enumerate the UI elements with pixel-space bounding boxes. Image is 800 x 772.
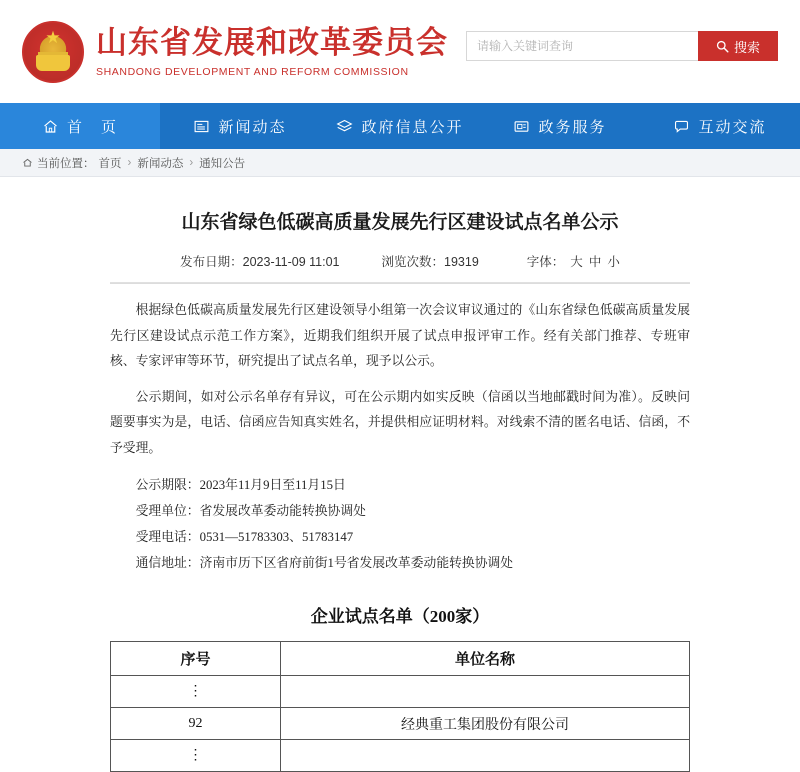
view-count-label: 浏览次数： bbox=[381, 255, 445, 269]
cell-no: ⋮ bbox=[111, 676, 281, 708]
table-row bbox=[111, 708, 690, 740]
main-navigation bbox=[0, 103, 800, 149]
service-icon bbox=[513, 118, 530, 135]
publish-date bbox=[180, 252, 339, 270]
info-line-address: 通信地址：济南市历下区省府前街1号省发展改革委动能转换协调处 bbox=[135, 556, 514, 571]
site-title-en: SHANDONG DEVELOPMENT AND REFORM COMMISSION bbox=[96, 65, 409, 78]
cell-name bbox=[281, 676, 690, 708]
home-icon bbox=[42, 118, 59, 135]
article-container bbox=[0, 207, 800, 772]
site-header bbox=[0, 0, 800, 103]
search-bar bbox=[466, 31, 778, 61]
nav-item-news[interactable] bbox=[160, 103, 320, 149]
article-paragraph-1: 公示期间，如对公示名单存有异议，可在公示期内如实反映（信函以当地邮戳时间为准）。反映问题要事实为是，电话、信函应告知真实姓名，并提供相应证明材料。对线索不清的匿名电话、信函，不予受理。 bbox=[110, 389, 690, 455]
site-title-block bbox=[96, 25, 448, 78]
breadcrumb-item-1[interactable]: 新闻动态 bbox=[137, 157, 184, 170]
table-header-row bbox=[111, 642, 690, 676]
nav-item-government-info-label: 政府信息公开 bbox=[361, 118, 464, 136]
breadcrumb-separator-0: › bbox=[127, 156, 132, 169]
chat-icon bbox=[673, 118, 690, 135]
article-meta bbox=[110, 252, 690, 283]
list-section-title: 企业试点名单（200家） bbox=[310, 607, 490, 627]
publish-date-label: 发布日期： bbox=[180, 255, 243, 269]
breadcrumb-item-0[interactable]: 首页 bbox=[98, 157, 122, 170]
nav-item-services-label: 政务服务 bbox=[538, 118, 607, 136]
breadcrumb bbox=[0, 149, 800, 177]
news-icon bbox=[193, 118, 210, 135]
search-button[interactable] bbox=[698, 31, 778, 61]
breadcrumb-prefix: 当前位置： bbox=[37, 157, 95, 170]
nav-item-interaction[interactable] bbox=[640, 103, 800, 149]
article-paragraph-0: 根据绿色低碳高质量发展先行区建设领导小组第一次会议审议通过的《山东省绿色低碳高质量发展先行区建设试点示范工作方案》，近期我们组织开展了试点申报评审工作。经有关部门推荐、专班审核、专家评审等环节，研究提出了试点名单，现予以公示。 bbox=[110, 303, 690, 369]
cell-name bbox=[281, 740, 690, 772]
document-icon bbox=[336, 118, 353, 135]
search-icon bbox=[716, 40, 729, 53]
nav-item-interaction-label: 互动交流 bbox=[698, 118, 767, 136]
nav-item-services[interactable] bbox=[480, 103, 640, 149]
breadcrumb-separator-1: › bbox=[189, 156, 194, 169]
breadcrumb-item-2: 通知公告 bbox=[199, 157, 246, 170]
cell-name: 经典重工集团股份有限公司 bbox=[281, 708, 690, 740]
page-title: 山东省绿色低碳高质量发展先行区建设试点名单公示 bbox=[181, 212, 619, 233]
view-count bbox=[382, 252, 479, 270]
search-input[interactable] bbox=[466, 31, 698, 61]
nav-item-home-label: 首 页 bbox=[66, 118, 118, 136]
table-row bbox=[111, 740, 690, 772]
nav-item-government-info[interactable] bbox=[320, 103, 480, 149]
column-header-name: 单位名称 bbox=[281, 642, 690, 676]
table-row bbox=[111, 676, 690, 708]
font-size-large[interactable]: 大 bbox=[570, 255, 583, 269]
cell-no: ⋮ bbox=[111, 740, 281, 772]
nav-item-home[interactable] bbox=[0, 103, 160, 149]
view-count-value: 19319 bbox=[444, 255, 479, 269]
meta-divider bbox=[110, 283, 690, 284]
national-emblem-icon bbox=[22, 21, 84, 83]
enterprise-list-table bbox=[110, 641, 690, 772]
info-line-period: 公示期限：2023年11月9日至11月15日 bbox=[135, 477, 346, 492]
location-icon bbox=[22, 157, 33, 168]
column-header-no: 序号 bbox=[111, 642, 281, 676]
site-title-cn: 山东省发展和改革委员会 bbox=[96, 25, 448, 61]
cell-no: 92 bbox=[111, 708, 281, 740]
nav-item-news-label: 新闻动态 bbox=[218, 118, 287, 136]
font-size-small[interactable]: 小 bbox=[607, 255, 620, 269]
info-line-unit: 受理单位：省发展改革委动能转换协调处 bbox=[135, 503, 366, 518]
search-button-label: 搜索 bbox=[733, 39, 760, 55]
font-size-control bbox=[521, 252, 620, 270]
publish-date-value: 2023-11-09 11:01 bbox=[242, 255, 340, 269]
info-line-phone: 受理电话：0531—51783303、51783147 bbox=[135, 530, 354, 544]
font-size-medium[interactable]: 中 bbox=[588, 255, 602, 269]
font-size-label: 字体： bbox=[526, 255, 565, 269]
